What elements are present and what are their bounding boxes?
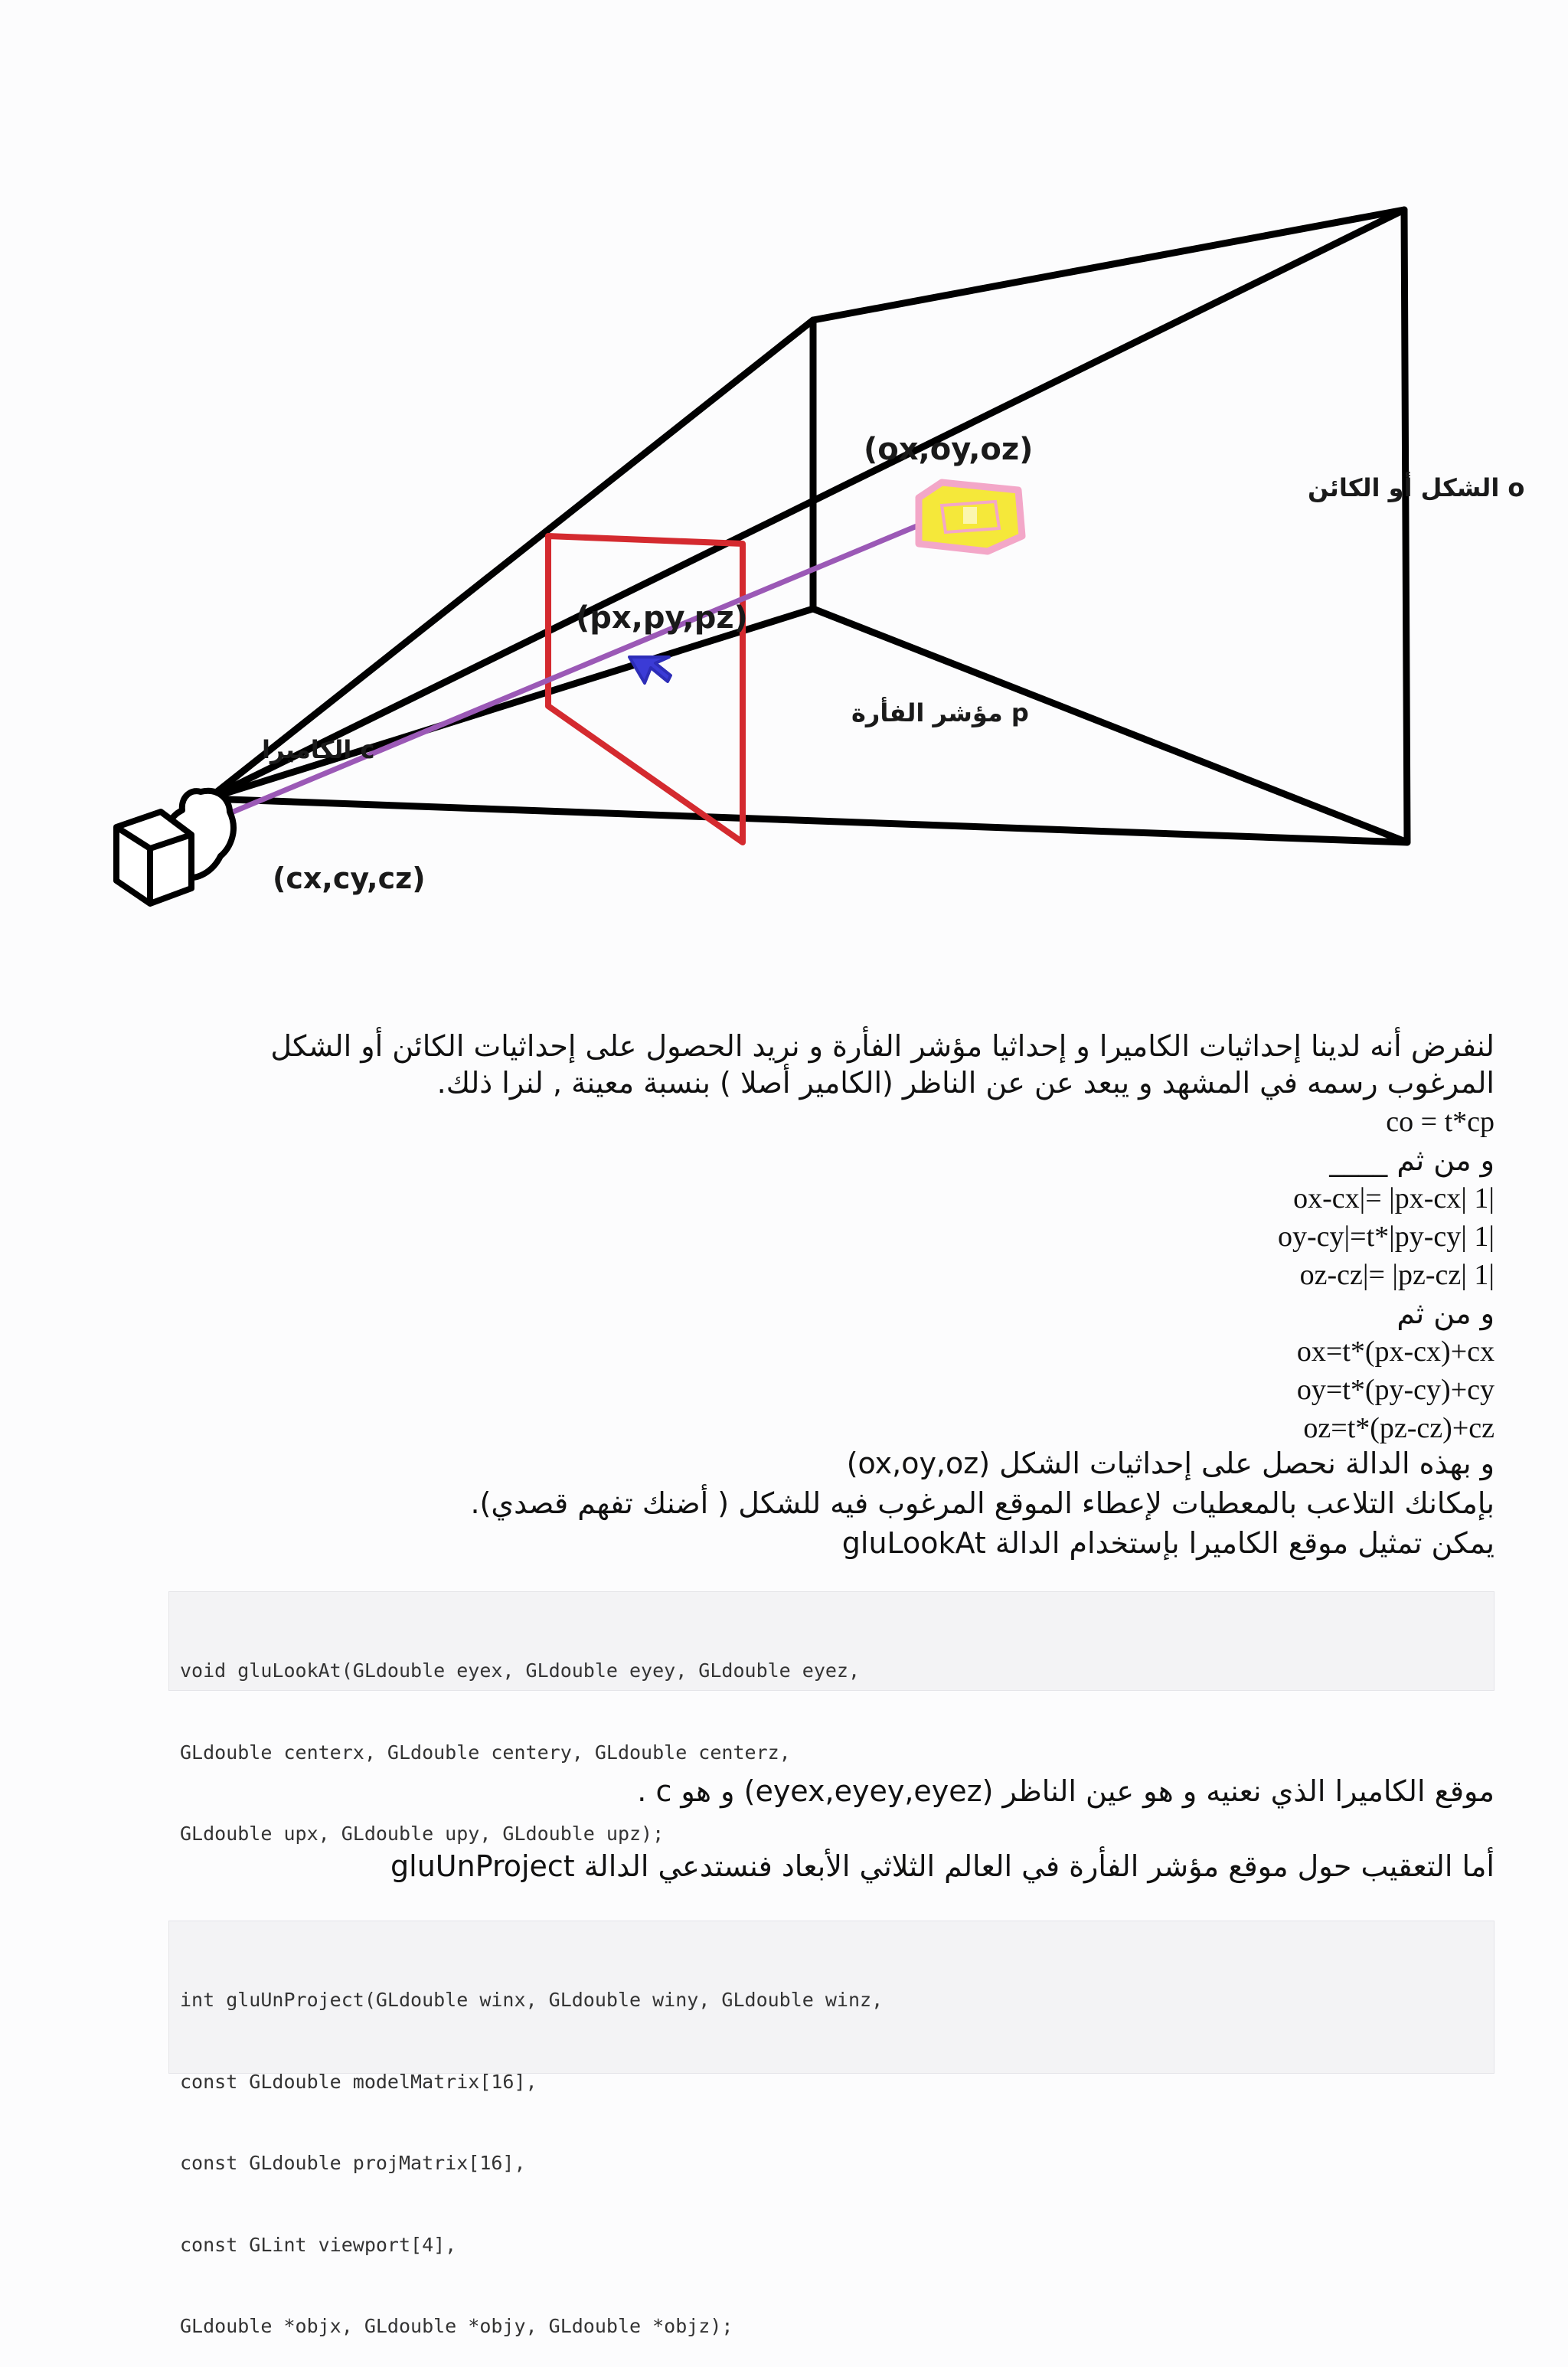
code-line: GLdouble upx, GLdouble upy, GLdouble upz); — [180, 1823, 665, 1845]
perspective-diagram — [0, 0, 1568, 950]
abs-line: ox-cx|= |px-cx| 1| — [1293, 1182, 1494, 1215]
solve-line: oz=t*(pz-cz)+cz — [1303, 1412, 1494, 1444]
code-line: const GLdouble projMatrix[16], — [180, 2152, 526, 2174]
camera-icon — [116, 791, 234, 904]
code-line: void gluLookAt(GLdouble eyex, GLdouble eyey, GLdouble eyez, — [180, 1659, 861, 1682]
object-cube — [919, 482, 1022, 551]
conclusion-paragraph — [193, 1443, 1494, 1563]
intro-line: لنفرض أنه لدينا إحداثيات الكاميرا و إحداثيا مؤشر الفأرة و نريد الحصول على إحداثيات الكائن أو الشكل — [270, 1029, 1494, 1063]
intro-paragraph — [207, 1028, 1494, 1101]
camera-name-label: c الكاميرا — [262, 735, 375, 764]
code-block-gluunproject — [168, 1921, 1494, 2337]
intro-line: المرغوب رسمه في المشهد و يبعد عن عن الناظر (الكامير أصلا ) بنسبة معينة , لنرا ذلك. — [436, 1066, 1494, 1100]
conclusion-line: بإمكانك التلاعب بالمعطيات لإعطاء الموقع المرغوب فيه للشكل ( أضنك تفهم قصدي). — [470, 1486, 1494, 1520]
mouse-coords-label: (px,py,pz) — [576, 600, 748, 636]
abs-line: oz-cz|= |pz-cz| 1| — [1299, 1259, 1494, 1291]
formula-line: co = t*cp — [1386, 1106, 1494, 1138]
camera-coords-label: (cx,cy,cz) — [273, 861, 426, 895]
formula-co — [1386, 1103, 1494, 1141]
code-line: GLdouble centerx, GLdouble centery, GLdouble centerz, — [180, 1741, 791, 1764]
back-plane-edges — [813, 210, 1407, 842]
code-line: const GLdouble modelMatrix[16], — [180, 2070, 537, 2093]
conclusion-line: يمكن تمثيل موقع الكاميرا بإستخدام الدالة gluLookAt — [841, 1526, 1494, 1560]
frustum-edge-bottom — [208, 799, 1407, 842]
frustum-edge-mid — [208, 609, 813, 799]
then-line-2 — [1396, 1294, 1494, 1332]
object-coords-label: (ox,oy,oz) — [864, 432, 1034, 467]
code-line: const GLint viewport[4], — [180, 2233, 457, 2256]
abs-equations — [1278, 1179, 1494, 1294]
eye-text: موقع الكاميرا الذي نعنيه و هو عين الناظر (eyex,eyey,eyez) و هو c . — [637, 1774, 1494, 1808]
conclusion-line: و بهذه الدالة نحصل على إحداثيات الشكل (ox,oy,oz) — [846, 1447, 1494, 1480]
frustum-edge-top — [208, 320, 813, 799]
mouse-cursor-icon — [629, 657, 671, 683]
unproject-line — [116, 1847, 1494, 1885]
mouse-name-label: p مؤشر الفأرة — [851, 698, 1029, 727]
then-line-1 — [1329, 1141, 1494, 1179]
frustum-edge-top-far — [208, 210, 1404, 799]
solve-equations — [1297, 1332, 1494, 1447]
object-name-label: o الشكل أو الكائن — [1308, 473, 1525, 502]
eye-position-line — [116, 1772, 1494, 1810]
code-line: int gluUnProject(GLdouble winx, GLdouble winy, GLdouble winz, — [180, 1989, 884, 2011]
solve-line: ox=t*(px-cx)+cx — [1296, 1336, 1494, 1368]
then-text: و من ثم — [1396, 1296, 1494, 1330]
solve-line: oy=t*(py-cy)+cy — [1296, 1374, 1494, 1406]
then-text: و من ثم ____ — [1329, 1143, 1494, 1177]
unproject-text: أما التعقيب حول موقع مؤشر الفأرة في العالم الثلاثي الأبعاد فنستدعي الدالة gluUnProject — [390, 1849, 1494, 1883]
code-line: GLdouble *objx, GLdouble *objy, GLdouble *objz); — [180, 2315, 733, 2337]
abs-line: oy-cy|=t*|py-cy| 1| — [1278, 1221, 1494, 1253]
ray-line — [230, 509, 957, 813]
